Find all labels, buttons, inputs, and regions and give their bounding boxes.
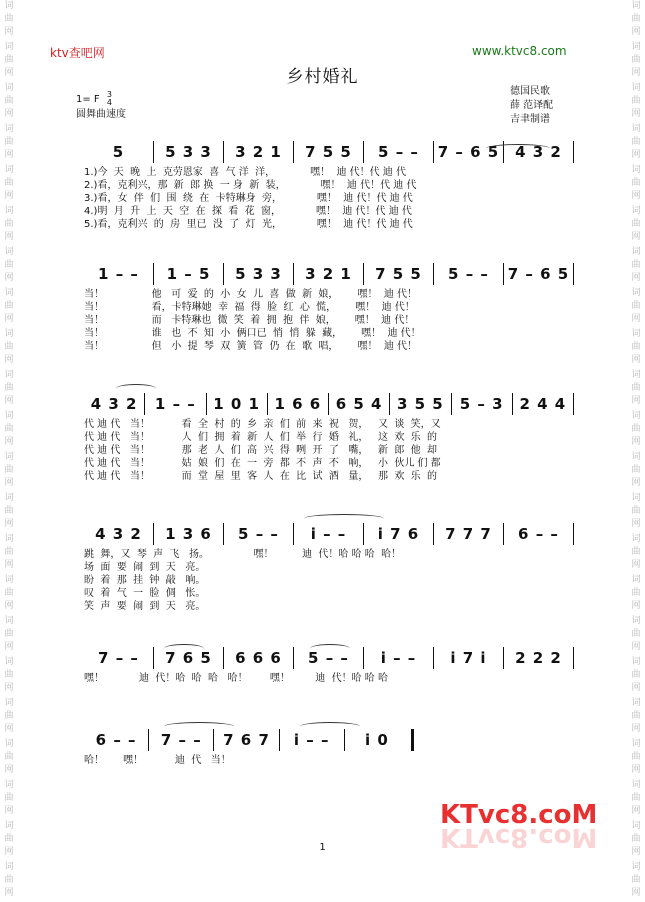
lyric-line: 哈！ 嘿！ 迪 代 当！ (84, 755, 231, 766)
barline (573, 141, 574, 163)
arranger-credit: 吉聿制谱 (510, 114, 550, 125)
measure: 1 – 5 (166, 265, 211, 283)
measure: 7 6 7 (223, 731, 270, 749)
lyric-line: 1.)今 天 晚 上 克劳恩家 喜 气 洋 洋， 嘿！ 迪 代！代 迪 代 (84, 167, 406, 178)
measure: 1 6 6 (274, 395, 322, 413)
watermark-mark: 词 曲 网 (4, 329, 14, 365)
watermark-mark: 词 曲 网 (4, 1, 14, 37)
measure: 7 5 5 (305, 143, 352, 161)
barline (573, 647, 574, 669)
watermark-mark: 词 曲 网 (4, 493, 14, 529)
lyric-line: 代 迪 代 当！ 姑 娘 们 在 一 旁 都 不 声 不 响， 小 伙儿 们 都 (84, 458, 441, 469)
notation-line (84, 728, 414, 752)
lyric-line: 代 迪 代 当！ 而 堂 屋 里 客 人 在 比 试 酒 量， 那 欢 乐 的 (84, 471, 438, 482)
logo-reflection: KTvc8.coM (440, 822, 598, 852)
watermark-mark: 词 曲 网 (4, 452, 14, 488)
measure: 1 0 1 (213, 395, 260, 413)
lyric-line: 盼 着 那 挂 钟 敲 响。 (84, 575, 206, 586)
lyric-line: 代 迪 代 当！ 那 老 人 们 高 兴 得 咧 开 了 嘴， 新 郎 他 却 (84, 445, 438, 456)
watermark-mark: 词 曲 网 (631, 862, 641, 898)
measure: i 0 (365, 731, 389, 749)
lyric-line: 3.)看，女 伴 们 围 绕 在 卡特琳身 旁， 嘿！ 迪 代！代 迪 代 (84, 193, 413, 204)
watermark-mark: 词 曲 网 (4, 83, 14, 119)
measure: 7 7 7 (445, 525, 492, 543)
site-brand-left[interactable]: ktv查吧网 (50, 46, 105, 60)
measure: 5 3 3 (165, 143, 212, 161)
slur (486, 144, 550, 153)
watermark-mark: 词 曲 网 (4, 288, 14, 324)
lyric-line: 当！ 他 可 爱 的 小 女 儿 喜 做 新 娘， 嘿！ 迪 代！ (84, 289, 418, 300)
lyric-line: 代 迪 代 当！ 人 们 拥 着 新 人 们 举 行 婚 礼， 这 欢 乐 的 (84, 432, 438, 443)
watermark-mark: 词 曲 网 (4, 534, 14, 570)
measure: i – – (380, 649, 417, 667)
measure: 7 5 5 (375, 265, 422, 283)
measure: 2 2 2 (515, 649, 562, 667)
measure: 7 – 6 5 (437, 143, 500, 161)
lyric-line: 当！ 但 小 提 琴 双 簧 管 仍 在 歌 唱， 嘿！ 迪 代！ (84, 341, 418, 352)
watermark-mark: 词 曲 网 (631, 165, 641, 201)
measure: 5 – – (238, 525, 279, 543)
translator-credit: 薛 范译配 (510, 100, 554, 111)
watermark-mark: 词 曲 网 (631, 329, 641, 365)
ktvc8-logo (440, 800, 598, 860)
lyric-line: 跳 舞，又 琴 声 飞 扬。 嘿！ 迪 代！哈 哈 哈 哈！ (84, 549, 402, 560)
time-top: 3 (106, 90, 112, 99)
watermark-mark: 词 曲 网 (4, 862, 14, 898)
measure: 4 3 2 (515, 143, 562, 161)
tempo-marking: 圆舞曲速度 (76, 109, 126, 120)
watermark-mark: 词 曲 网 (631, 42, 641, 78)
lyric-line: 笑 声 要 闹 到 天 亮。 (84, 601, 206, 612)
measure: 5 – – (378, 143, 419, 161)
measure: 6 5 4 (335, 395, 383, 413)
measure: 4 3 2 (95, 525, 142, 543)
measure: 7 6 5 (165, 649, 212, 667)
slur (300, 722, 360, 731)
watermark-mark: 词 曲 网 (631, 657, 641, 693)
right-watermark-strip (629, 0, 643, 902)
watermark-mark: 词 曲 网 (631, 411, 641, 447)
lyric-line: 场 面 要 闹 到 天 亮。 (84, 562, 206, 573)
slur (164, 722, 234, 731)
measure: 6 – – (518, 525, 559, 543)
lyric-line: 叹 着 气 一 脸 倜 怅。 (84, 588, 206, 599)
watermark-mark: 词 曲 网 (4, 411, 14, 447)
measure: 7 – 6 5 (507, 265, 570, 283)
measure: i 7 i (450, 649, 487, 667)
slur (164, 644, 204, 653)
watermark-mark: 词 曲 网 (4, 206, 14, 242)
measure: 5 – – (448, 265, 489, 283)
measure: 5 – 3 (459, 395, 504, 413)
measure: 1 – – (98, 265, 139, 283)
watermark-mark: 词 曲 网 (4, 821, 14, 857)
measure: 5 – – (308, 649, 349, 667)
watermark-mark: 词 曲 网 (631, 206, 641, 242)
measure: 7 – – (98, 649, 139, 667)
lyric-line: 当！ 看，卡特琳她 幸 福 得 脸 红 心 慌， 嘿！ 迪 代！ (84, 302, 415, 313)
measure: i – – (293, 731, 330, 749)
watermark-mark: 词 曲 网 (631, 452, 641, 488)
watermark-mark: 词 曲 网 (4, 698, 14, 734)
measure: 3 2 1 (305, 265, 352, 283)
lyric-line: 代 迪 代 当！ 看 全 村 的 乡 亲 们 前 来 祝 贺， 又 谈 笑，又 (84, 419, 441, 430)
notation-line (84, 392, 574, 416)
watermark-mark: 词 曲 网 (631, 493, 641, 529)
watermark-mark: 词 曲 网 (4, 124, 14, 160)
measure: 6 – – (95, 731, 137, 749)
slur (310, 644, 350, 653)
watermark-mark: 词 曲 网 (631, 534, 641, 570)
measure: 6 6 6 (235, 649, 282, 667)
measure: 1 – – (154, 395, 196, 413)
watermark-mark: 词 曲 网 (4, 616, 14, 652)
watermark-mark: 词 曲 网 (631, 698, 641, 734)
measure: 3 2 1 (235, 143, 282, 161)
lyric-line: 当！ 谁 也 不 知 小 俩口已 悄 悄 躲 藏， 嘿！ 迪 代！ (84, 328, 421, 339)
measure: 2 4 4 (519, 395, 567, 413)
left-watermark-strip (2, 0, 16, 902)
credits (510, 85, 553, 127)
watermark-mark: 词 曲 网 (631, 124, 641, 160)
notation-line (84, 262, 574, 286)
watermark-mark: 词 曲 网 (631, 247, 641, 283)
measure: 5 (112, 143, 125, 161)
watermark-mark: 词 曲 网 (631, 821, 641, 857)
song-title: 乡村婚礼 (286, 67, 359, 87)
time-signature (107, 91, 112, 107)
measure: i 7 6 (377, 525, 420, 543)
final-barline (411, 729, 414, 751)
watermark-mark: 词 曲 网 (631, 739, 641, 775)
watermark-mark: 词 曲 网 (4, 42, 14, 78)
watermark-mark: 词 曲 网 (4, 739, 14, 775)
notation-line (84, 522, 574, 546)
slur (304, 514, 384, 523)
lyric-line: 嘿！ 迪 代！哈 哈 哈 哈！ 嘿！ 迪 代！哈 哈 哈 (84, 673, 388, 684)
watermark-mark: 词 曲 网 (631, 288, 641, 324)
lyric-line: 当！ 而 卡特琳也 微 笑 着 拥 抱 伴 娘， 嘿！ 迪 代！ (84, 315, 415, 326)
measure: i – – (310, 525, 347, 543)
watermark-mark: 词 曲 网 (631, 370, 641, 406)
key-label: 1= F (76, 94, 100, 105)
watermark-mark: 词 曲 网 (631, 575, 641, 611)
lyric-line: 5.)看，克利兴 的 房 里已 没 了 灯 光， 嘿！ 迪 代！代 迪 代 (84, 219, 413, 230)
measure: 4 3 2 (90, 395, 138, 413)
watermark-mark: 词 曲 网 (4, 165, 14, 201)
watermark-mark: 词 曲 网 (631, 780, 641, 816)
site-url[interactable]: www.ktvc8.com (472, 44, 567, 58)
watermark-mark: 词 曲 网 (4, 780, 14, 816)
watermark-mark: 词 曲 网 (4, 575, 14, 611)
measure: 5 3 3 (235, 265, 282, 283)
time-bottom: 4 (106, 98, 112, 107)
barline (573, 523, 574, 545)
watermark-mark: 词 曲 网 (631, 616, 641, 652)
measure: 7 – – (160, 731, 202, 749)
origin-credit: 德国民歌 (510, 86, 550, 97)
watermark-mark: 词 曲 网 (4, 247, 14, 283)
watermark-mark: 词 曲 网 (4, 657, 14, 693)
barline (573, 263, 574, 285)
watermark-mark: 词 曲 网 (4, 370, 14, 406)
watermark-mark: 词 曲 网 (631, 1, 641, 37)
measure: 3 5 5 (396, 395, 444, 413)
watermark-mark: 词 曲 网 (631, 83, 641, 119)
barline (573, 393, 574, 415)
logo-text: KTvc8.coM (440, 800, 598, 830)
page-number: 1 (319, 842, 326, 853)
measure: 1 3 6 (165, 525, 212, 543)
slur (116, 384, 156, 393)
lyric-line: 4.)明 月 升 上 天 空 在 探 看 花 窗， 嘿！ 迪 代！代 迪 代 (84, 206, 412, 217)
lyric-line: 2.)看，克利兴，那 新 郎 换 一 身 新 装， 嘿！ 迪 代！代 迪 代 (84, 180, 417, 191)
key-signature (76, 91, 112, 107)
